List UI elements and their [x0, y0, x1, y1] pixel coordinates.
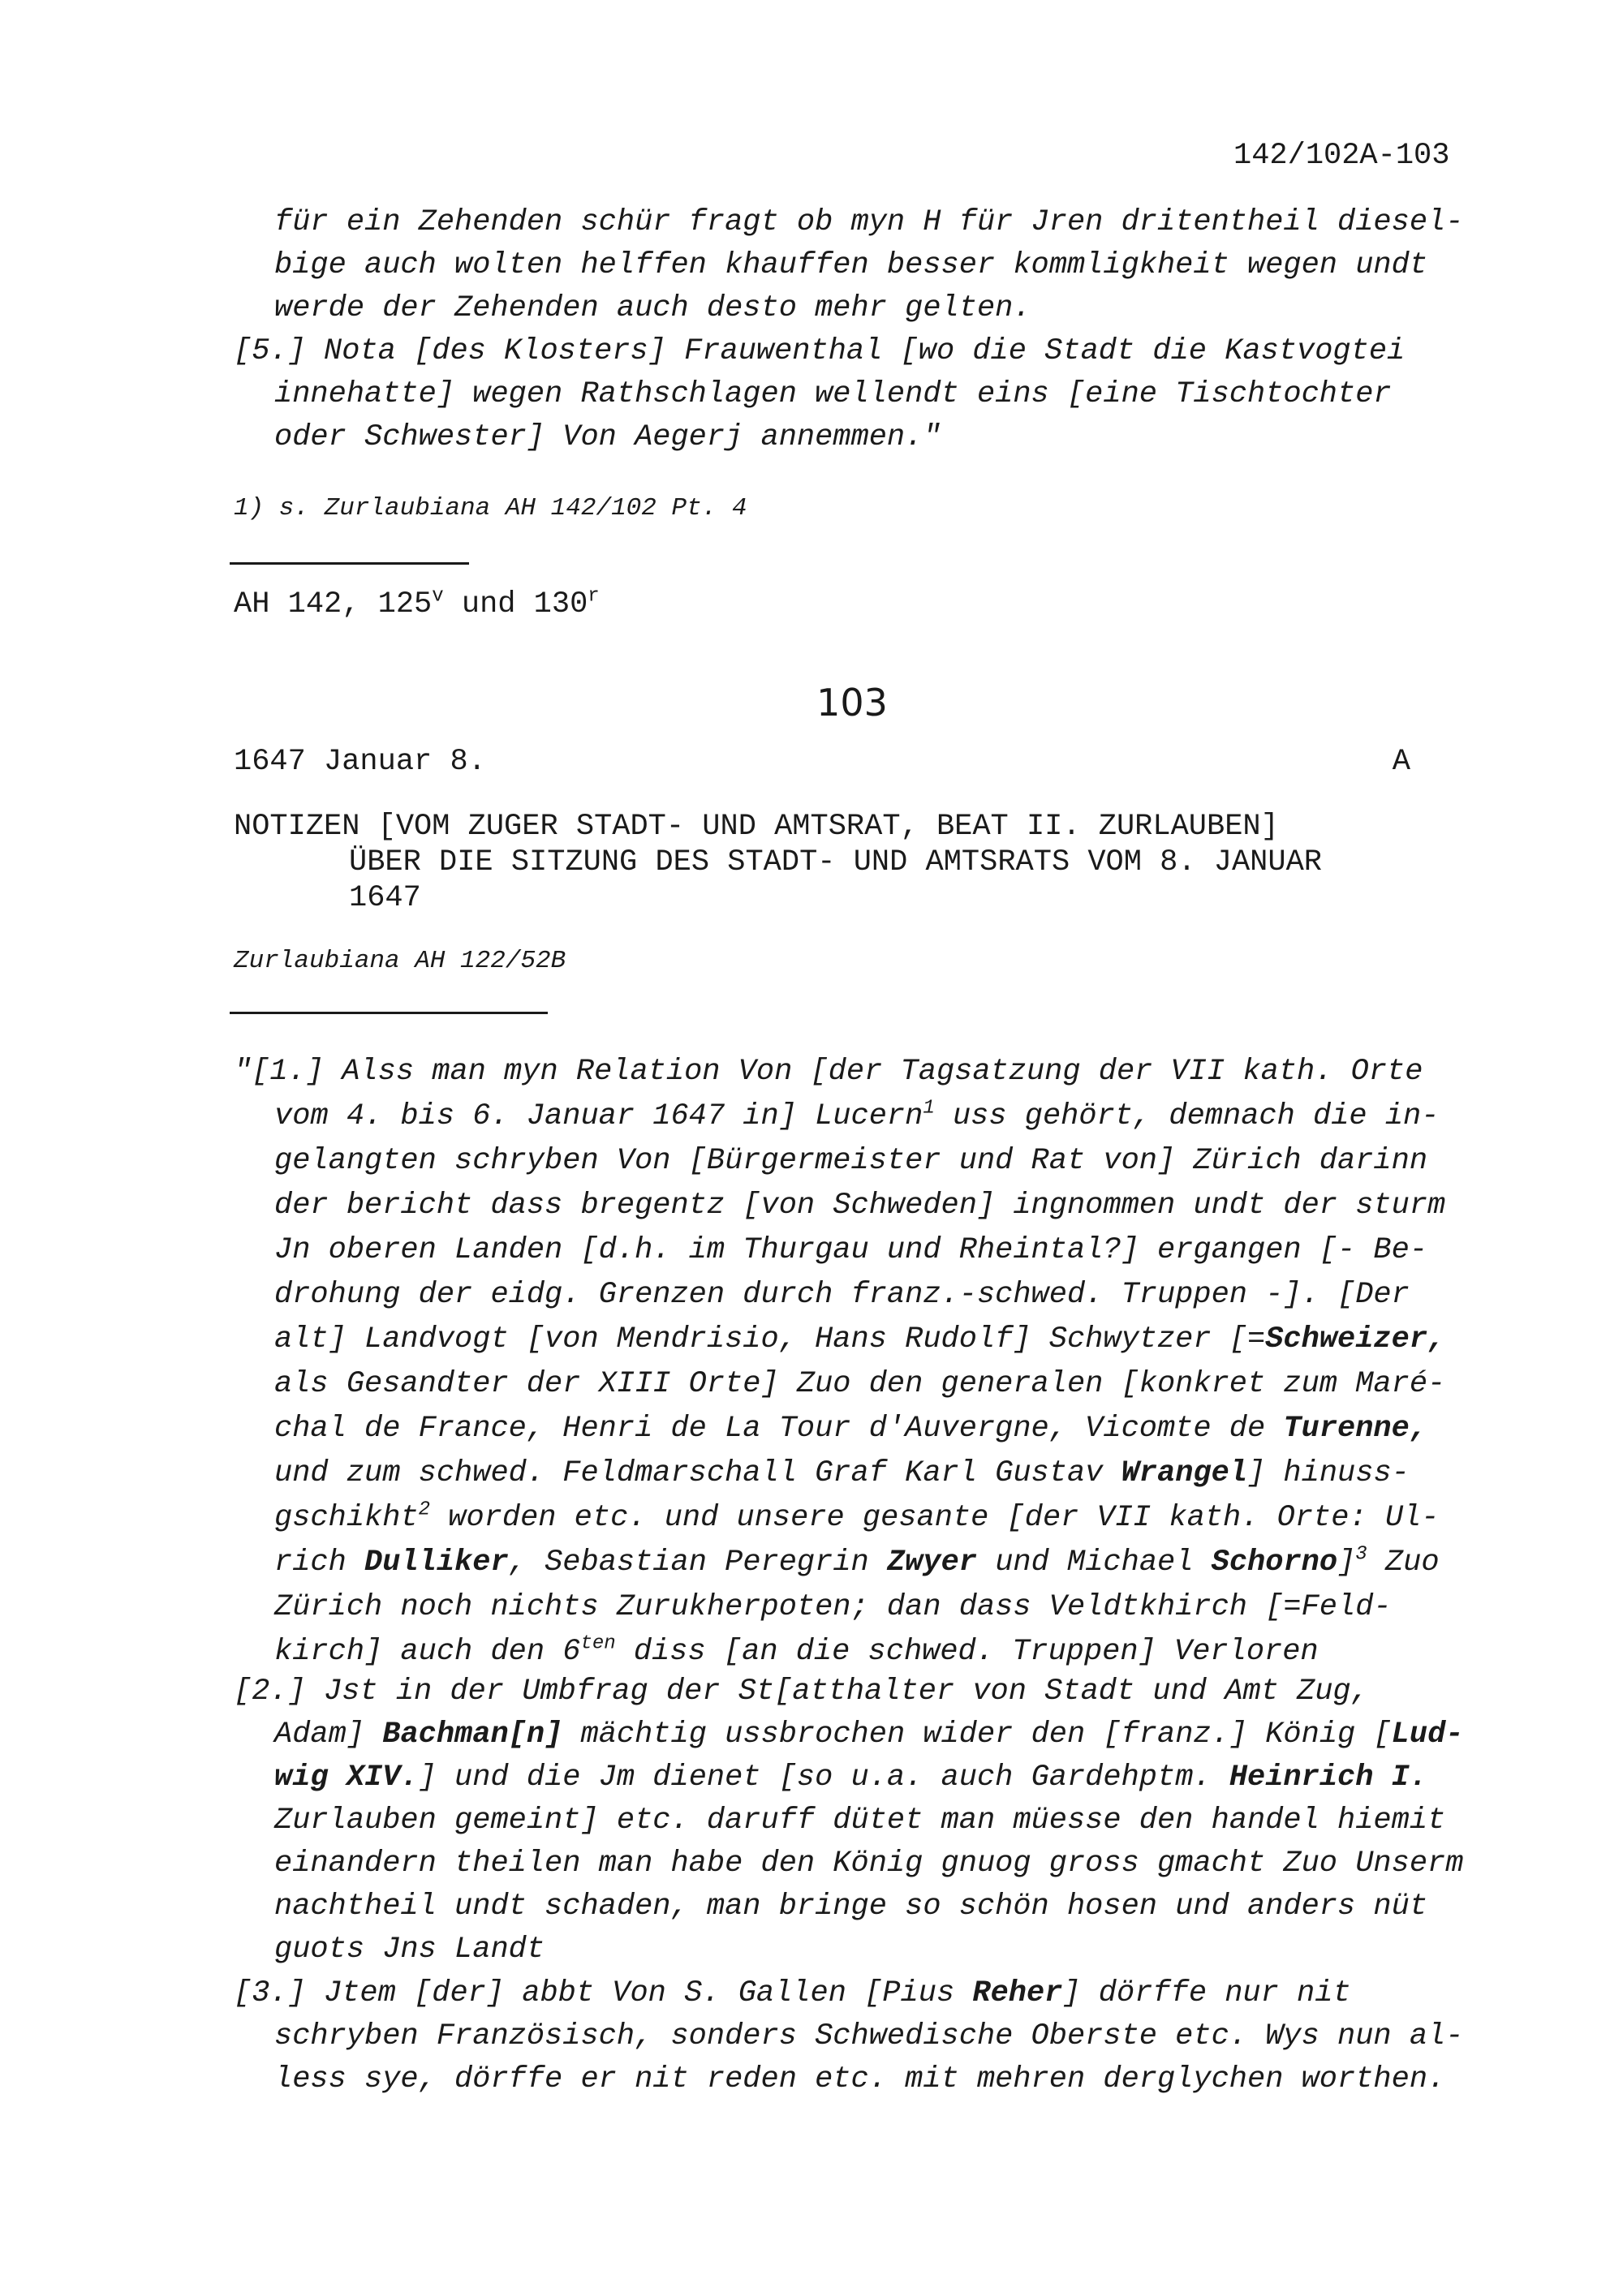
- body-paragraph-2: [234, 1670, 1492, 1971]
- date-line: [234, 744, 1410, 780]
- text-line: Zurlauben gemeint] etc. daruff dütet man müesse den handel hiemit: [274, 1804, 1446, 1838]
- text-line: [234, 1541, 1492, 1585]
- text-span: Adam]: [274, 1718, 383, 1752]
- text-line: [5.] Nota [des Klosters] Frauwenthal [wo die Stadt die Kastvogtei: [234, 334, 1406, 368]
- text-line: less sye, dörffe er nit reden etc. mit mehren derglychen worthen.: [274, 2062, 1446, 2096]
- footnote-ref: 1: [923, 1097, 935, 1120]
- text-span: diss [an die schwed. Truppen] Verloren: [615, 1635, 1319, 1669]
- text-line: [234, 1972, 1492, 2015]
- text-span: mächtig ussbrochen wider den [franz.] König [: [562, 1718, 1392, 1752]
- person-name: Reher: [972, 1976, 1063, 2010]
- text-line: werde der Zehenden auch desto mehr gelten.: [274, 291, 1031, 325]
- text-line: guots Jns Landt: [274, 1933, 545, 1967]
- text-line: als Gesandter der XIII Orte] Zuo den generalen [konkret zum Maré-: [274, 1367, 1446, 1401]
- footnote-ref: 2: [418, 1498, 431, 1521]
- title-line: NOTIZEN [VOM ZUGER STADT- UND AMTSRAT, BEAT II. ZURLAUBEN]: [234, 810, 1279, 844]
- item-5-paragraph: [234, 330, 1492, 459]
- person-name: Zwyer: [886, 1546, 977, 1580]
- text-span: rich: [274, 1546, 365, 1580]
- text-line: [234, 1094, 1492, 1139]
- text-span: worden etc. und unsere gesante [der VII kath. Orte: Ul-: [430, 1501, 1440, 1535]
- body-paragraph-1: [234, 1050, 1492, 1675]
- text-span: ] hinuss-: [1247, 1456, 1410, 1490]
- text-span: vom 4. bis 6. Januar 1647 in] Lucern: [274, 1099, 923, 1133]
- document-number: 103: [816, 681, 888, 724]
- superscript: r: [588, 585, 600, 608]
- text-span: und Michael: [976, 1546, 1212, 1580]
- text-span: ] und die Jm dienet [so u.a. auch Gardehptm.: [418, 1761, 1229, 1795]
- person-name: Schorno: [1211, 1546, 1338, 1580]
- text-span: ]: [1337, 1546, 1356, 1580]
- person-name: Dulliker: [364, 1546, 509, 1580]
- continuation-paragraph: [234, 201, 1492, 330]
- text-line: einandern theilen man habe den König gnuog gross gmacht Zuo Unserm: [274, 1847, 1464, 1881]
- page-number: 142/102A-103: [1233, 139, 1450, 173]
- text-span: gschikht: [274, 1501, 419, 1535]
- text-span: Zuo: [1367, 1546, 1440, 1580]
- text-span: uss gehört, demnach die in-: [934, 1099, 1440, 1133]
- text-line: drohung der eidg. Grenzen durch franz.-schwed. Truppen -]. [Der: [274, 1278, 1410, 1312]
- person-name: Wrangel: [1121, 1456, 1248, 1490]
- text-span: kirch] auch den 6: [274, 1635, 581, 1669]
- text-span: alt] Landvogt [von Mendrisio, Hans Rudolf] Schwytzer [=: [274, 1322, 1266, 1357]
- text-line: [234, 1451, 1492, 1496]
- text-line: bige auch wolten helffen khauffen besser kommligkheit wegen undt: [274, 248, 1428, 282]
- text-line: [234, 1630, 1492, 1675]
- document-type: A: [1392, 745, 1410, 779]
- text-span: ] dörffe nur nit: [1062, 1976, 1351, 2010]
- text-line: schryben Französisch, sonders Schwedische Oberste etc. Wys nun al-: [274, 2019, 1464, 2053]
- text-span: [3.] Jtem [der] abbt Von S. Gallen [Pius: [234, 1976, 973, 2010]
- person-name: Bachman[n]: [382, 1718, 563, 1752]
- text-line: für ein Zehenden schür fragt ob myn H für Jren dritentheil diesel-: [274, 205, 1464, 239]
- footnote-rule: [230, 562, 469, 565]
- footnote-ref: 3: [1355, 1543, 1367, 1566]
- document-title: [234, 809, 1492, 916]
- text-line: [234, 1407, 1492, 1451]
- person-name: Heinrich I.: [1229, 1761, 1428, 1795]
- text-span: , Sebastian Peregrin: [508, 1546, 887, 1580]
- text-line: der bericht dass bregentz [von Schweden] ingnommen undt der sturm: [274, 1189, 1446, 1223]
- person-name: Turenne,: [1283, 1412, 1428, 1446]
- text-line: "[1.] Alss man myn Relation Von [der Tagsatzung der VII kath. Orte: [234, 1055, 1423, 1089]
- superscript: ten: [580, 1632, 616, 1655]
- previous-source: [234, 587, 1492, 622]
- title-line: 1647: [349, 881, 421, 915]
- footnote: 1) s. Zurlaubiana AH 142/102 Pt. 4: [234, 494, 747, 522]
- body-paragraph-3: [234, 1972, 1492, 2101]
- source-text: und 130: [443, 587, 588, 621]
- document-date: 1647 Januar 8.: [234, 745, 486, 779]
- text-line: innehatte] wegen Rathschlagen wellendt eins [eine Tischtochter: [274, 377, 1392, 411]
- text-line: gelangten schryben Von [Bürgermeister und Rat von] Zürich darinn: [274, 1144, 1428, 1178]
- text-line: [234, 1496, 1492, 1541]
- source-text: AH 142, 125: [234, 587, 433, 621]
- person-name: wig XIV.: [274, 1761, 419, 1795]
- text-span: chal de France, Henri de La Tour d'Auvergne, Vicomte de: [274, 1412, 1284, 1446]
- text-line: [234, 1756, 1492, 1799]
- text-line: oder Schwester] Von Aegerj annemmen.": [274, 420, 941, 454]
- text-span: und zum schwed. Feldmarschall Graf Karl Gustav: [274, 1456, 1121, 1490]
- text-line: Jn oberen Landen [d.h. im Thurgau und Rheintal?] ergangen [- Be-: [274, 1233, 1428, 1267]
- superscript: v: [432, 585, 444, 608]
- document-source: Zurlaubiana AH 122/52B: [234, 947, 566, 975]
- source-rule: [230, 1012, 548, 1014]
- text-line: [234, 1318, 1492, 1362]
- person-name: Schweizer,: [1265, 1322, 1446, 1357]
- person-name: Lud-: [1391, 1718, 1464, 1752]
- text-line: [234, 1713, 1492, 1756]
- text-line: Zürich noch nichts Zurukherpoten; dan dass Veldtkhirch [=Feld-: [274, 1590, 1392, 1624]
- title-line: ÜBER DIE SITZUNG DES STADT- UND AMTSRATS VOM 8. JANUAR: [349, 845, 1322, 879]
- text-line: nachtheil undt schaden, man bringe so schön hosen und anders nüt: [274, 1890, 1428, 1924]
- text-line: [2.] Jst in der Umbfrag der St[atthalter von Stadt und Amt Zug,: [234, 1675, 1369, 1709]
